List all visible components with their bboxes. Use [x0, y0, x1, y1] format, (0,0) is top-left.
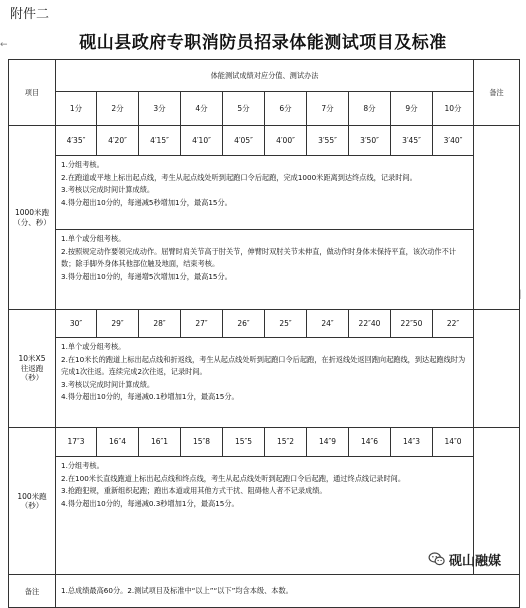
rule-line: 2.在100米长直线跑道上标出起点线和终点线，考生从起点线处听到起跑口令后起跑，通过终点线记录时间。 — [61, 473, 406, 483]
grade-cell: 5分 — [223, 92, 265, 126]
watermark — [428, 548, 524, 570]
score-cell: 3′50″ — [349, 126, 391, 156]
rule-block — [56, 230, 474, 310]
rule-line: 2.按照规定动作要领完成动作。屈臂时肩关节高于肘关节，伸臂时双肘关节未伸直，做动作时身体未保持平直，该次动作不计数；除手脚外身体其他部位触及地面，结束考核。 — [61, 246, 456, 268]
rule-block — [56, 156, 474, 230]
score-cell: 28″ — [139, 310, 181, 338]
score-cell: 16″4 — [97, 428, 139, 457]
rule-block — [56, 457, 474, 575]
grade-cell: 2分 — [97, 92, 139, 126]
grade-cell: 9分 — [391, 92, 433, 126]
grade-cell: 4分 — [181, 92, 223, 126]
rule-line: 2.在10米长的跑道上标出起点线和折返线，考生从起点线处听到起跑口令后起跑，在折返线处返回跑向起跑线，到达起跑线时为完成1次往返。连续完成2次往返，记录时间。 — [61, 354, 466, 376]
score-cell: 26″ — [223, 310, 265, 338]
header-note: 备注 — [474, 60, 520, 126]
rule-line: 3.考核以完成时间计算成绩。 — [61, 185, 155, 194]
score-cell: 4′10″ — [181, 126, 223, 156]
score-cell: 14″6 — [349, 428, 391, 457]
footer-text: 1.总成绩最高60分。2.测试项目及标准中“以上”“以下”均含本级、本数。 — [56, 575, 520, 608]
score-cell: 4′15″ — [139, 126, 181, 156]
annex-label: 附件二 — [10, 7, 50, 22]
score-cell: 30″ — [56, 310, 97, 338]
score-cell: 14″0 — [433, 428, 474, 457]
score-cell: 17″3 — [56, 428, 97, 457]
page-title: 砚山县政府专职消防员招录体能测试项目及标准 — [79, 33, 447, 53]
score-cell: 24″ — [307, 310, 349, 338]
rule-line: 4.得分超出10分的，每递减5秒增加1分，最高15分。 — [61, 197, 232, 207]
section-note — [474, 126, 520, 310]
score-cell: 4′20″ — [97, 126, 139, 156]
rule-line: 3.考核以完成时间计算成绩。 — [61, 379, 155, 389]
score-cell: 3′40″ — [433, 126, 474, 156]
section-label: 1000米跑 （分、秒） — [9, 126, 56, 310]
rule-line: 1.分组考核。 — [61, 160, 104, 169]
rule-line: 1.单个或分组考核。 — [61, 342, 126, 351]
section-label: 100米跑 （秒） — [9, 428, 56, 575]
rule-line: 3.抢跑犯规，重新组织起跑；跑出本道或用其他方式干扰、阻碍他人者不记录成绩。 — [61, 486, 327, 495]
score-cell: 3′55″ — [307, 126, 349, 156]
rule-line: 4.得分超出10分的，每递减0.1秒增加1分，最高15分。 — [61, 392, 239, 401]
grade-cell: 3分 — [139, 92, 181, 126]
rule-block — [56, 338, 474, 428]
score-cell: 25″ — [265, 310, 307, 338]
header-item: 项目 — [9, 60, 56, 126]
grade-cell: 7分 — [307, 92, 349, 126]
footer-label: 备注 — [9, 575, 56, 608]
scroll-mark: │ — [518, 290, 523, 299]
score-cell: 15″2 — [265, 428, 307, 457]
score-cell: 29″ — [97, 310, 139, 338]
header-desc: 体能测试成绩对应分值、测试办法 — [56, 60, 474, 92]
rule-line: 1.单个或分组考核。 — [61, 234, 126, 243]
rule-line: 2.在跑道或平地上标出起点线，考生从起点线处听到起跑口令后起跑，完成1000米距离到达终点线，记录时间。 — [61, 172, 417, 182]
rule-line: 1.分组考核。 — [61, 461, 104, 470]
score-cell: 14″9 — [307, 428, 349, 457]
rule-line: 4.得分超出10分的，每递减0.3秒增加1分，最高15分。 — [61, 498, 239, 508]
section-note — [474, 310, 520, 428]
score-cell: 4′35″ — [56, 126, 97, 156]
wechat-icon — [428, 550, 446, 568]
score-cell: 3′45″ — [391, 126, 433, 156]
watermark-text: 砚山融媒 — [449, 553, 502, 569]
grade-cell: 8分 — [349, 92, 391, 126]
score-cell: 22″ — [433, 310, 474, 338]
score-cell: 15″5 — [223, 428, 265, 457]
score-cell: 16″1 — [139, 428, 181, 457]
score-cell: 4′05″ — [223, 126, 265, 156]
grade-cell: 6分 — [265, 92, 307, 126]
grade-cell: 10分 — [433, 92, 474, 126]
score-cell: 22″50 — [391, 310, 433, 338]
standards-table — [8, 59, 520, 608]
score-cell: 15″8 — [181, 428, 223, 457]
edge-mark: ← — [0, 40, 8, 50]
score-cell: 4′00″ — [265, 126, 307, 156]
score-cell: 22″40 — [349, 310, 391, 338]
score-cell: 27″ — [181, 310, 223, 338]
section-label: 10米X5 往返跑 （秒） — [9, 310, 56, 428]
grade-cell: 1分 — [56, 92, 97, 126]
score-cell: 14″3 — [391, 428, 433, 457]
rule-line: 3.得分超出10分的，每递增5次增加1分，最高15分。 — [61, 271, 232, 281]
